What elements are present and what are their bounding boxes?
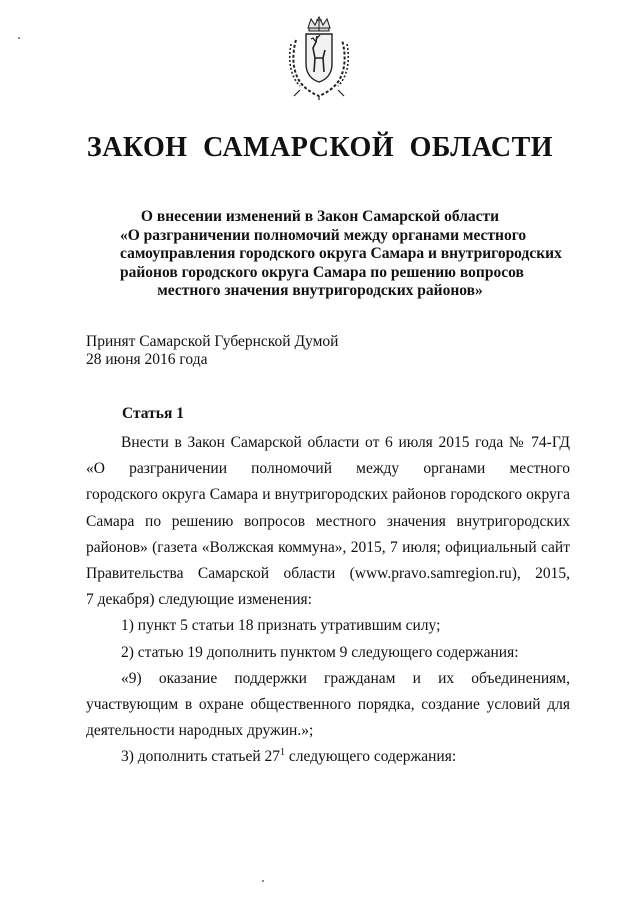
scan-speck bbox=[18, 37, 20, 39]
scan-speck bbox=[262, 880, 264, 882]
subtitle-line: «О разграничении полномочий между органами местного bbox=[120, 226, 527, 244]
body-line: 1) пункт 5 статьи 18 признать утратившим силу; bbox=[121, 617, 441, 635]
body-line-prefix: 3) дополнить статьей 27 bbox=[121, 748, 281, 766]
superscript-number: 1 bbox=[280, 747, 286, 759]
body-line: районов» (газета «Волжская коммуна», 2015, 7 июля; официальный сайт bbox=[86, 538, 570, 556]
samara-coat-of-arms-emblem bbox=[286, 14, 352, 100]
law-subtitle bbox=[120, 208, 562, 301]
body-line-article-27-1 bbox=[86, 744, 570, 770]
subtitle-line: местного значения внутригородских районов» bbox=[157, 282, 483, 299]
adoption-note bbox=[86, 333, 338, 369]
body-line: городского округа Самара и внутригородских районов городского округа bbox=[86, 486, 570, 504]
body-line-suffix: следующего содержания: bbox=[285, 748, 457, 766]
adoption-line: Принят Самарской Губернской Думой bbox=[86, 333, 339, 350]
article-heading: Статья 1 bbox=[122, 405, 184, 422]
adoption-date: 28 июня 2016 года bbox=[86, 351, 208, 368]
subtitle-line: районов городского округа Самара по решению вопросов bbox=[120, 263, 524, 281]
law-title: ЗАКОН САМАРСКОЙ ОБЛАСТИ bbox=[86, 132, 554, 163]
article-body bbox=[86, 430, 570, 770]
body-line: 2) статью 19 дополнить пунктом 9 следующего содержания: bbox=[121, 643, 519, 661]
body-line: Правительства Самарской области (www.pravo.samregion.ru), 2015, bbox=[86, 564, 570, 582]
body-line: участвующим в охране общественного порядка, создание условий для bbox=[86, 695, 570, 713]
body-line: «О разграничении полномочий между органами местного bbox=[86, 460, 570, 478]
subtitle-line: О внесении изменений в Закон Самарской области bbox=[140, 208, 500, 225]
body-line: «9) оказание поддержки гражданам и их объединениям, bbox=[121, 669, 570, 687]
body-line: Внести в Закон Самарской области от 6 июля 2015 года № 74-ГД bbox=[121, 434, 570, 451]
body-line: деятельности народных дружин.»; bbox=[86, 722, 314, 740]
body-line: Самара по решению вопросов местного значения внутригородских bbox=[86, 512, 570, 530]
subtitle-line: самоуправления городского округа Самара и внутригородских bbox=[120, 245, 562, 262]
body-line: 7 декабря) следующие изменения: bbox=[86, 591, 312, 609]
